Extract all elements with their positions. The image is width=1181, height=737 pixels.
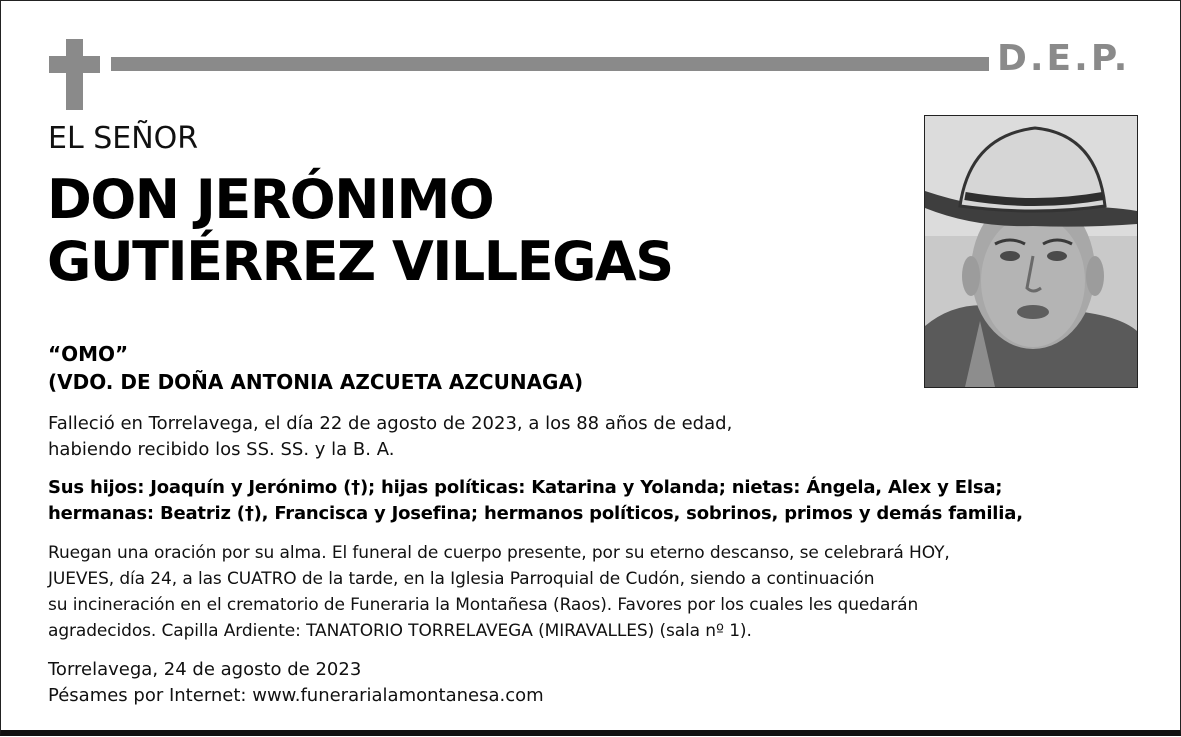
funeral-details — [48, 540, 950, 644]
death-notice — [48, 411, 732, 463]
widower-of: (VDO. DE DOÑA ANTONIA AZCUETA AZCUNAGA) — [48, 370, 584, 394]
place-date: Torrelavega, 24 de agosto de 2023 — [48, 659, 362, 680]
footer — [48, 657, 544, 709]
death-notice-line: habiendo recibido los SS. SS. y la B. A. — [48, 439, 395, 460]
cross-horizontal-bar — [49, 56, 100, 73]
family-list — [48, 475, 1023, 527]
death-notice-line: Falleció en Torrelavega, el día 22 de agosto de 2023, a los 88 años de edad, — [48, 413, 733, 434]
nickname: “OMO” — [48, 342, 129, 366]
deceased-name — [47, 169, 673, 293]
portrait-photo — [924, 115, 1138, 388]
name-line-2: GUTIÉRREZ VILLEGAS — [47, 230, 673, 293]
funeral-line: su incineración en el crematorio de Funeraria la Montañesa (Raos). Favores por los cuales les quedarán — [48, 595, 919, 615]
header-rule — [111, 57, 989, 71]
alias-block — [48, 340, 583, 396]
funeral-line: JUEVES, día 24, a las CUATRO de la tarde, en la Iglesia Parroquial de Cudón, siendo a continuación — [48, 569, 875, 589]
name-line-1: DON JERÓNIMO — [47, 168, 494, 231]
honorific: EL SEÑOR — [48, 121, 199, 156]
funeral-line: agradecidos. Capilla Ardiente: TANATORIO TORRELAVEGA (MIRAVALLES) (sala nº 1). — [48, 621, 752, 641]
cross-vertical-bar — [66, 39, 83, 110]
funeral-line: Ruegan una oración por su alma. El funeral de cuerpo presente, por su eterno descanso, se celebrará HOY, — [48, 543, 950, 563]
dep-label: D.E.P. — [997, 38, 1131, 79]
family-line: Sus hijos: Joaquín y Jerónimo (†); hijas políticas: Katarina y Yolanda; nietas: Ángela, Alex y Elsa; — [48, 477, 1003, 498]
condolences-website: Pésames por Internet: www.funerarialamontanesa.com — [48, 685, 544, 706]
portrait-image — [925, 116, 1137, 387]
family-line: hermanas: Beatriz (†), Francisca y Josefina; hermanos políticos, sobrinos, primos y demás familia, — [48, 503, 1023, 524]
